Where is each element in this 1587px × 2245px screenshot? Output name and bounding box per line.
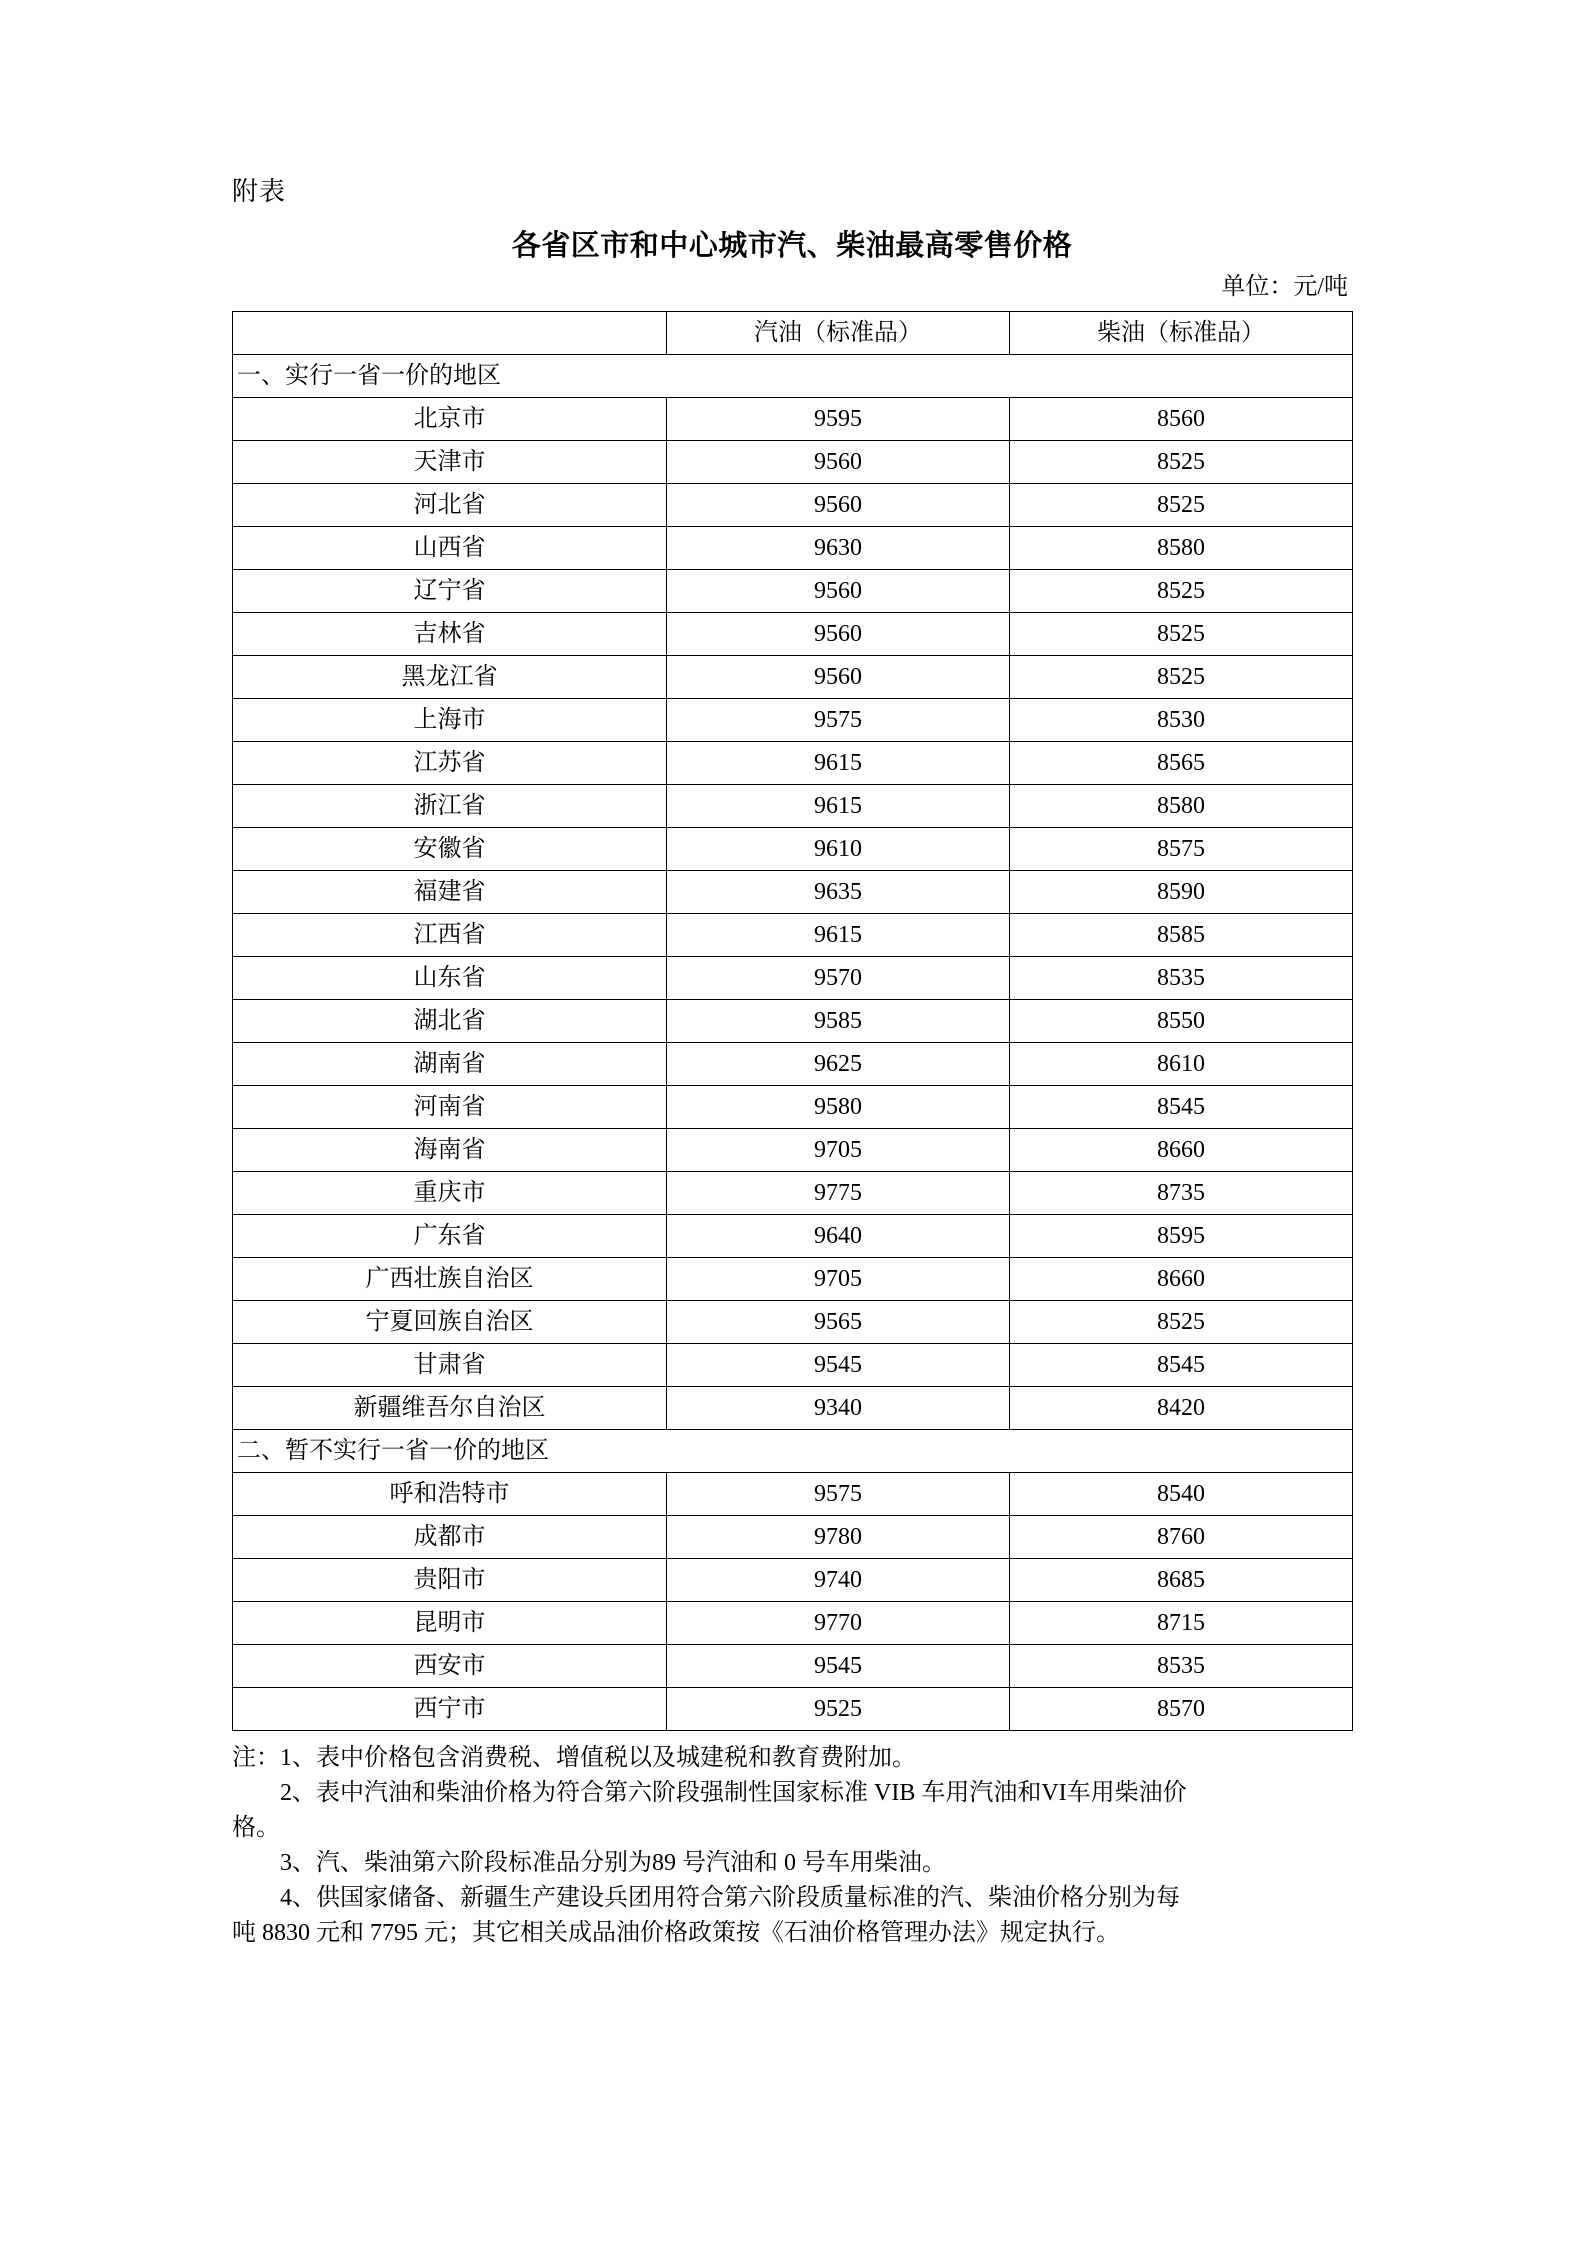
gasoline-price: 9705 <box>667 1129 1010 1172</box>
region-name: 河南省 <box>233 1086 667 1129</box>
region-name: 安徽省 <box>233 828 667 871</box>
table-row <box>233 1602 1353 1645</box>
table-body <box>233 355 1353 1731</box>
region-name: 新疆维吾尔自治区 <box>233 1387 667 1430</box>
table-row <box>233 1301 1353 1344</box>
region-name: 甘肃省 <box>233 1344 667 1387</box>
diesel-price: 8580 <box>1010 785 1353 828</box>
region-name: 广西壮族自治区 <box>233 1258 667 1301</box>
region-name: 黑龙江省 <box>233 656 667 699</box>
note-3: 3、汽、柴油第六阶段标准品分别为89 号汽油和 0 号车用柴油。 <box>280 1850 946 1876</box>
table-row <box>233 1645 1353 1688</box>
region-name: 天津市 <box>233 441 667 484</box>
region-name: 北京市 <box>233 398 667 441</box>
table-row <box>233 957 1353 1000</box>
region-name: 重庆市 <box>233 1172 667 1215</box>
diesel-price: 8420 <box>1010 1387 1353 1430</box>
table-row <box>233 699 1353 742</box>
diesel-price: 8540 <box>1010 1473 1353 1516</box>
gasoline-price: 9740 <box>667 1559 1010 1602</box>
gasoline-price: 9580 <box>667 1086 1010 1129</box>
region-name: 吉林省 <box>233 613 667 656</box>
gasoline-price: 9585 <box>667 1000 1010 1043</box>
region-name: 浙江省 <box>233 785 667 828</box>
gasoline-price: 9780 <box>667 1516 1010 1559</box>
gasoline-price: 9560 <box>667 441 1010 484</box>
table-row <box>233 785 1353 828</box>
region-name: 昆明市 <box>233 1602 667 1645</box>
gasoline-price: 9775 <box>667 1172 1010 1215</box>
table-row <box>233 441 1353 484</box>
diesel-price: 8580 <box>1010 527 1353 570</box>
price-table <box>232 311 1353 1731</box>
table-header <box>233 312 1353 355</box>
diesel-price: 8545 <box>1010 1086 1353 1129</box>
table-row <box>233 1215 1353 1258</box>
table-row <box>233 1688 1353 1731</box>
section-heading: 二、暂不实行一省一价的地区 <box>233 1430 1353 1473</box>
note-4: 4、供国家储备、新疆生产建设兵团用符合第六阶段质量标准的汽、柴油价格分别为每 <box>280 1885 1180 1911</box>
diesel-price: 8585 <box>1010 914 1353 957</box>
diesel-price: 8560 <box>1010 398 1353 441</box>
region-name: 广东省 <box>233 1215 667 1258</box>
gasoline-price: 9625 <box>667 1043 1010 1086</box>
gasoline-price: 9610 <box>667 828 1010 871</box>
gasoline-price: 9560 <box>667 570 1010 613</box>
table-row <box>233 1129 1353 1172</box>
diesel-price: 8525 <box>1010 484 1353 527</box>
gasoline-price: 9340 <box>667 1387 1010 1430</box>
diesel-price: 8530 <box>1010 699 1353 742</box>
region-name: 江苏省 <box>233 742 667 785</box>
gasoline-price: 9575 <box>667 1473 1010 1516</box>
region-name: 成都市 <box>233 1516 667 1559</box>
gasoline-price: 9615 <box>667 785 1010 828</box>
table-row <box>233 1559 1353 1602</box>
note-4-cont: 吨 8830 元和 7795 元；其它相关成品油价格政策按《石油价格管理办法》规定执行。 <box>232 1920 1120 1946</box>
region-name: 山西省 <box>233 527 667 570</box>
gasoline-price: 9640 <box>667 1215 1010 1258</box>
gasoline-price: 9570 <box>667 957 1010 1000</box>
gasoline-price: 9615 <box>667 742 1010 785</box>
table-section-heading-row <box>233 1430 1353 1473</box>
diesel-price: 8735 <box>1010 1172 1353 1215</box>
table-row <box>233 1000 1353 1043</box>
table-row <box>233 871 1353 914</box>
header-gasoline: 汽油（标准品） <box>667 312 1010 355</box>
diesel-price: 8660 <box>1010 1258 1353 1301</box>
gasoline-price: 9630 <box>667 527 1010 570</box>
gasoline-price: 9635 <box>667 871 1010 914</box>
diesel-price: 8525 <box>1010 613 1353 656</box>
table-row <box>233 1258 1353 1301</box>
diesel-price: 8525 <box>1010 441 1353 484</box>
region-name: 海南省 <box>233 1129 667 1172</box>
table-section-heading-row <box>233 355 1353 398</box>
note-2-cont: 格。 <box>232 1815 280 1841</box>
page-title: 各省区市和中心城市汽、柴油最高零售价格 <box>511 230 1073 262</box>
diesel-price: 8550 <box>1010 1000 1353 1043</box>
diesel-price: 8595 <box>1010 1215 1353 1258</box>
diesel-price: 8525 <box>1010 1301 1353 1344</box>
note-2: 2、表中汽油和柴油价格为符合第六阶段强制性国家标准 VIB 车用汽油和VI车用柴油价 <box>280 1780 1187 1806</box>
section-heading: 一、实行一省一价的地区 <box>233 355 1353 398</box>
region-name: 湖南省 <box>233 1043 667 1086</box>
diesel-price: 8760 <box>1010 1516 1353 1559</box>
region-name: 西宁市 <box>233 1688 667 1731</box>
table-row <box>233 1473 1353 1516</box>
table-row <box>233 828 1353 871</box>
gasoline-price: 9525 <box>667 1688 1010 1731</box>
table-row <box>233 914 1353 957</box>
gasoline-price: 9770 <box>667 1602 1010 1645</box>
table-row <box>233 484 1353 527</box>
diesel-price: 8570 <box>1010 1688 1353 1731</box>
diesel-price: 8525 <box>1010 570 1353 613</box>
region-name: 上海市 <box>233 699 667 742</box>
gasoline-price: 9560 <box>667 656 1010 699</box>
region-name: 呼和浩特市 <box>233 1473 667 1516</box>
gasoline-price: 9705 <box>667 1258 1010 1301</box>
gasoline-price: 9545 <box>667 1344 1010 1387</box>
region-name: 河北省 <box>233 484 667 527</box>
table-row <box>233 398 1353 441</box>
diesel-price: 8535 <box>1010 1645 1353 1688</box>
diesel-price: 8545 <box>1010 1344 1353 1387</box>
table-row <box>233 1344 1353 1387</box>
region-name: 贵阳市 <box>233 1559 667 1602</box>
attachment-label: 附表 <box>232 177 287 206</box>
note-1: 注：1、表中价格包含消费税、增值税以及城建税和教育费附加。 <box>232 1745 916 1771</box>
region-name: 福建省 <box>233 871 667 914</box>
region-name: 西安市 <box>233 1645 667 1688</box>
region-name: 江西省 <box>233 914 667 957</box>
gasoline-price: 9615 <box>667 914 1010 957</box>
gasoline-price: 9560 <box>667 613 1010 656</box>
gasoline-price: 9545 <box>667 1645 1010 1688</box>
gasoline-price: 9560 <box>667 484 1010 527</box>
gasoline-price: 9595 <box>667 398 1010 441</box>
diesel-price: 8610 <box>1010 1043 1353 1086</box>
region-name: 辽宁省 <box>233 570 667 613</box>
document-content <box>232 175 1352 1951</box>
diesel-price: 8660 <box>1010 1129 1353 1172</box>
diesel-price: 8590 <box>1010 871 1353 914</box>
region-name: 湖北省 <box>233 1000 667 1043</box>
diesel-price: 8685 <box>1010 1559 1353 1602</box>
region-name: 宁夏回族自治区 <box>233 1301 667 1344</box>
table-row <box>233 742 1353 785</box>
table-row <box>233 656 1353 699</box>
diesel-price: 8715 <box>1010 1602 1353 1645</box>
gasoline-price: 9565 <box>667 1301 1010 1344</box>
unit-note: 单位：元/吨 <box>1221 274 1348 300</box>
table-row <box>233 1516 1353 1559</box>
table-row <box>233 613 1353 656</box>
table-row <box>233 1086 1353 1129</box>
table-row <box>233 1387 1353 1430</box>
header-blank <box>233 312 667 355</box>
table-row <box>233 570 1353 613</box>
diesel-price: 8575 <box>1010 828 1353 871</box>
region-name: 山东省 <box>233 957 667 1000</box>
diesel-price: 8525 <box>1010 656 1353 699</box>
gasoline-price: 9575 <box>667 699 1010 742</box>
table-row <box>233 1043 1353 1086</box>
table-row <box>233 527 1353 570</box>
header-diesel: 柴油（标准品） <box>1010 312 1353 355</box>
table-row <box>233 1172 1353 1215</box>
notes-section <box>232 1741 1352 1951</box>
diesel-price: 8565 <box>1010 742 1353 785</box>
table-header-row <box>233 312 1353 355</box>
diesel-price: 8535 <box>1010 957 1353 1000</box>
